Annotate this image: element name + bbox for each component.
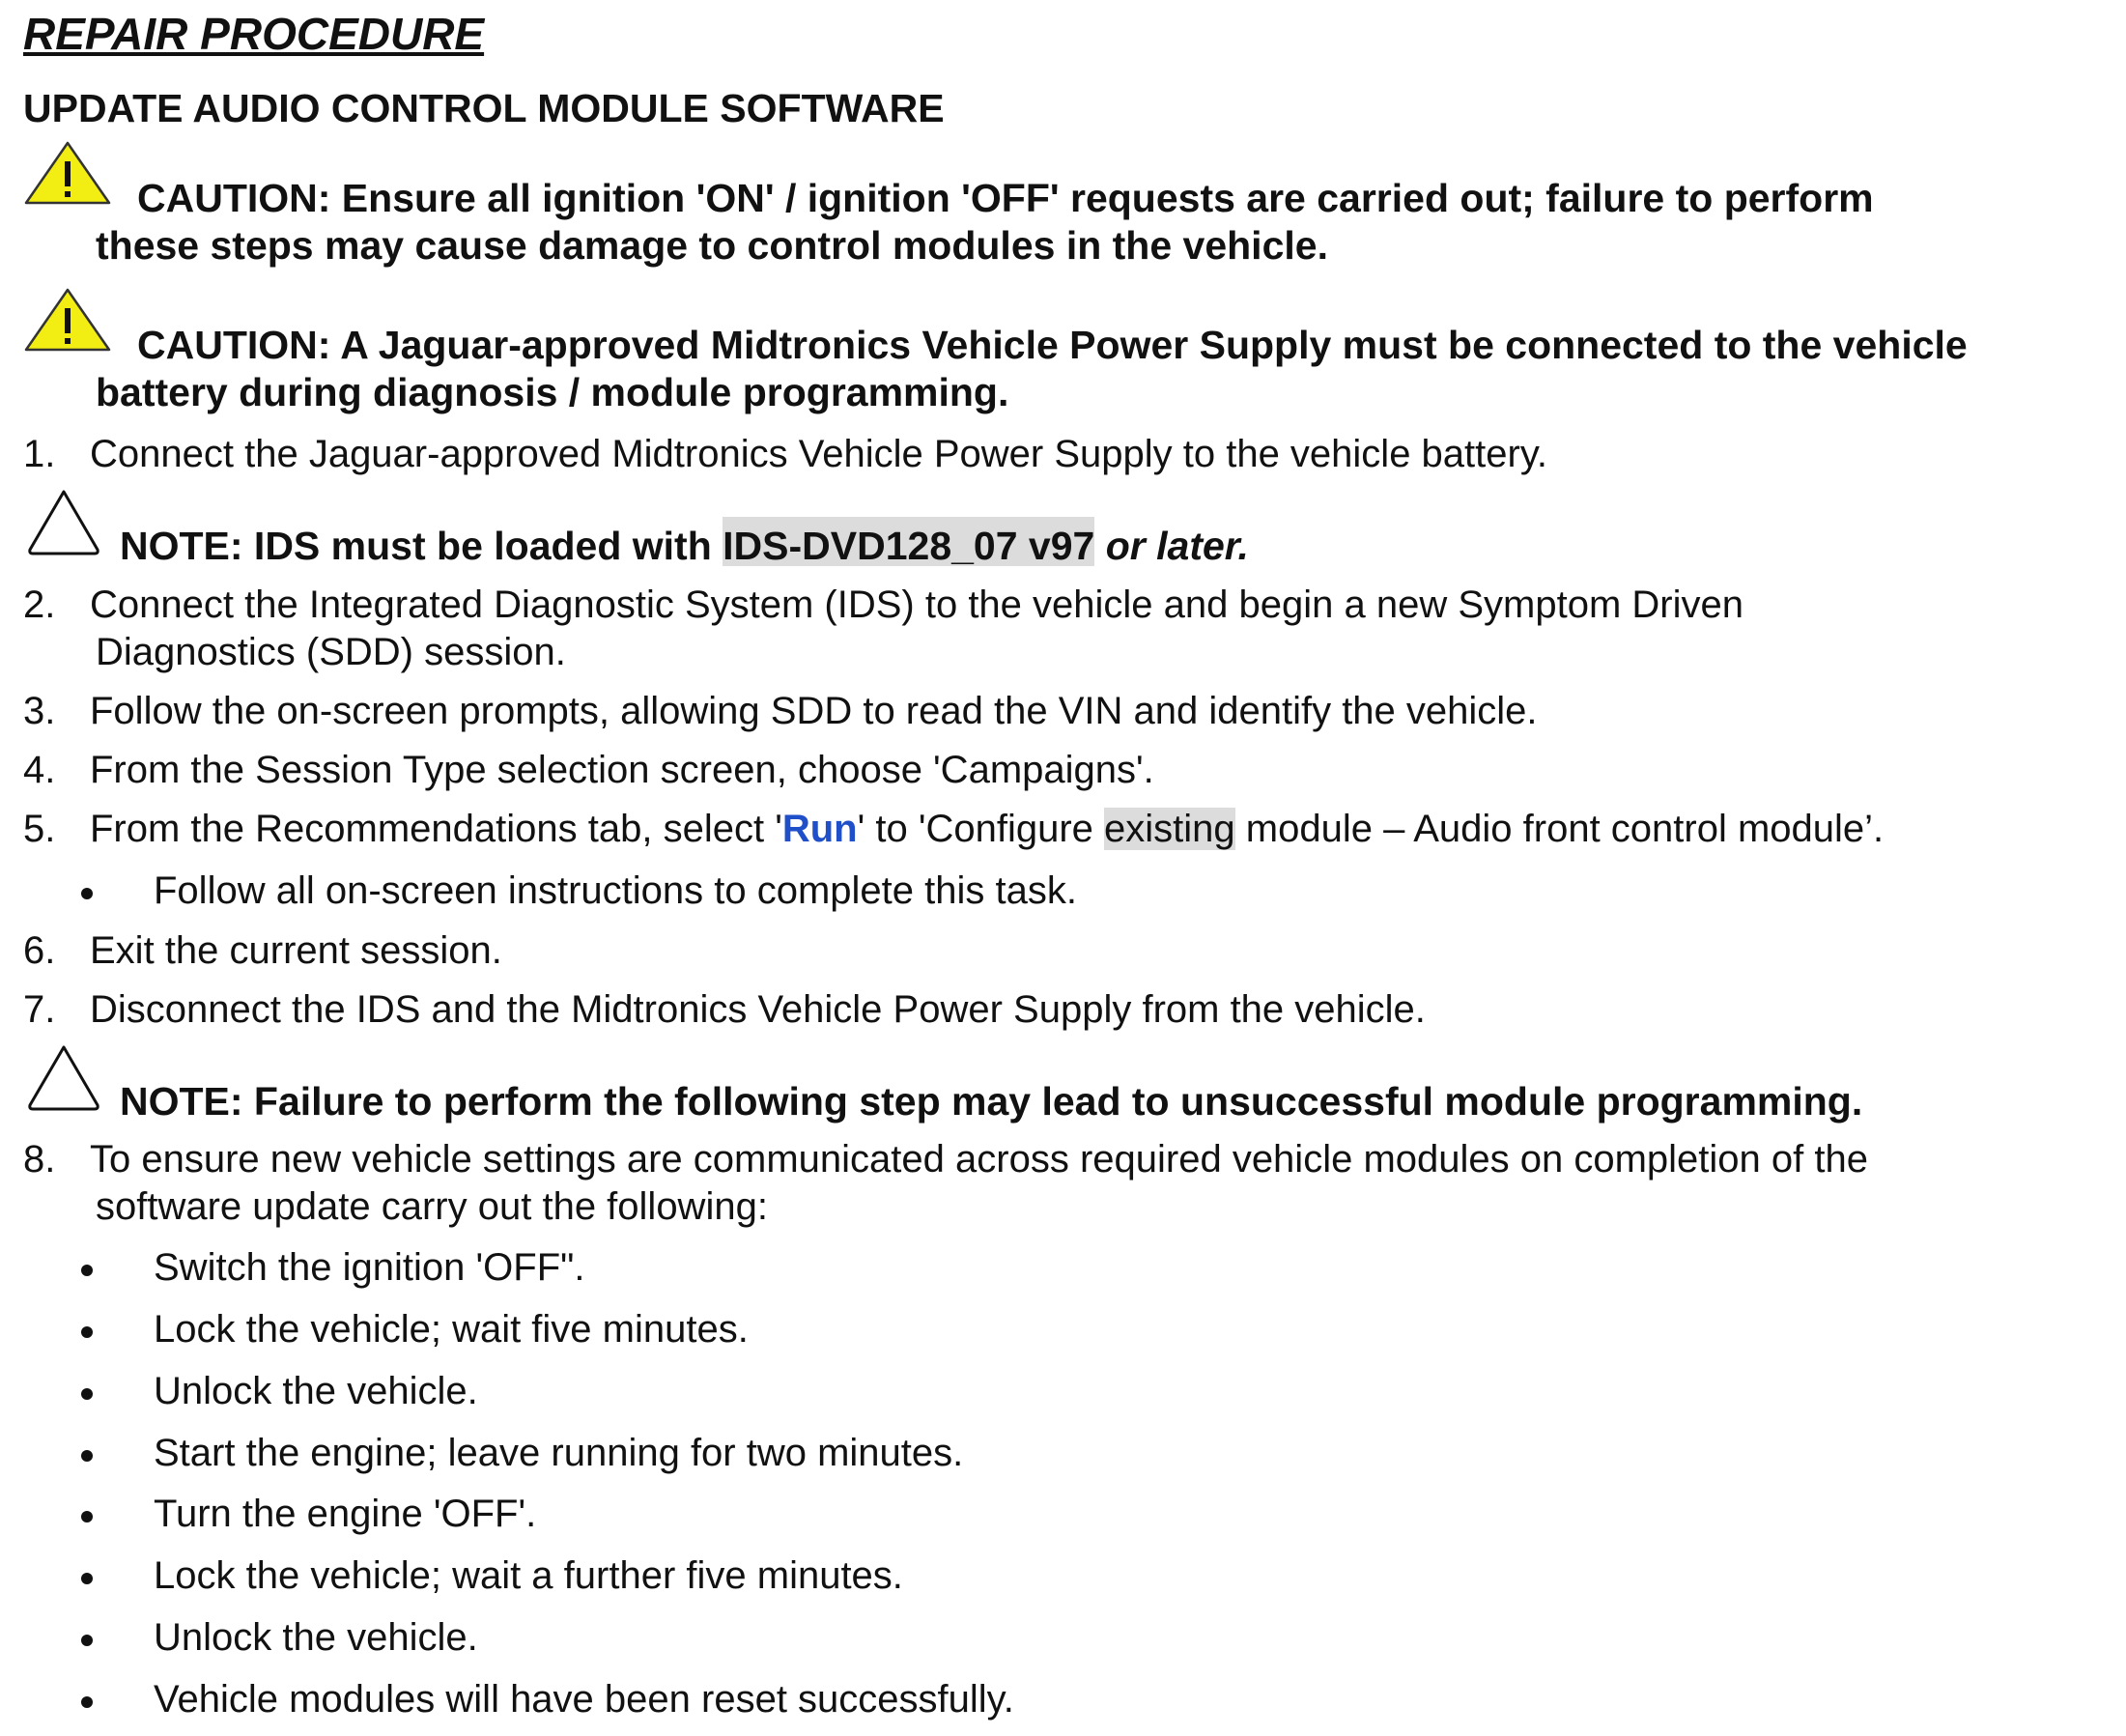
bullet-text: Follow all on-screen instructions to complete this task.: [154, 869, 1077, 912]
bullet-text: Turn the engine 'OFF'.: [154, 1493, 537, 1535]
bullet-dot: [81, 1696, 93, 1708]
caution-line: CAUTION: A Jaguar-approved Midtronics Vehicle Power Supply must be connected to the vehicle: [137, 323, 1968, 367]
bullet-dot: [81, 1635, 93, 1646]
step-text-part: ' to 'Configure: [857, 808, 1105, 850]
bullet-text: Switch the ignition 'OFF".: [154, 1246, 585, 1289]
bullet-dot: [81, 1388, 93, 1400]
step-number: 3.: [23, 690, 56, 732]
step-text: Connect the Jaguar-approved Midtronics Vehicle Power Supply to the vehicle battery.: [90, 433, 1547, 475]
note-suffix: or later.: [1094, 524, 1249, 568]
step-text: Disconnect the IDS and the Midtronics Vehicle Power Supply from the vehicle.: [90, 988, 1426, 1031]
highlighted-version: IDS-DVD128_07 v97: [723, 517, 1094, 566]
bullet-text: Unlock the vehicle.: [154, 1616, 478, 1659]
run-link[interactable]: Run: [781, 808, 858, 850]
bullet-text: Vehicle modules will have been reset successfully.: [154, 1678, 1014, 1721]
note-triangle-icon: [27, 1043, 100, 1113]
bullet-dot: [81, 1450, 93, 1462]
bullet-dot: [81, 888, 93, 899]
section-title: REPAIR PROCEDURE: [23, 9, 485, 59]
step-number: 2.: [23, 583, 56, 626]
bullet-text: Lock the vehicle; wait a further five minutes.: [154, 1554, 903, 1597]
step-number: 4.: [23, 749, 56, 791]
step-number: 1.: [23, 433, 56, 475]
bullet-dot: [81, 1511, 93, 1523]
bullet-dot: [81, 1326, 93, 1338]
step-number: 7.: [23, 988, 56, 1031]
caution-line: battery during diagnosis / module programming.: [96, 370, 1009, 414]
step-text-part: From the Recommendations tab, select ': [90, 808, 782, 850]
step-text-continued: software update carry out the following:: [96, 1185, 768, 1228]
step-number: 5.: [23, 808, 56, 850]
caution-line: CAUTION: Ensure all ignition 'ON' / ignition 'OFF' requests are carried out; failure to perform: [137, 176, 1874, 220]
bullet-dot: [81, 1265, 93, 1276]
step-text: To ensure new vehicle settings are communicated across required vehicle modules on completion of the: [90, 1138, 1868, 1181]
step-number: 6.: [23, 929, 56, 972]
step-text-part: module – Audio front control module’.: [1234, 808, 1885, 850]
note-text: [120, 524, 1249, 569]
bullet-text: Lock the vehicle; wait five minutes.: [154, 1308, 749, 1351]
bullet-text: Unlock the vehicle.: [154, 1370, 478, 1412]
note-text: NOTE: Failure to perform the following step may lead to unsuccessful module programming.: [120, 1079, 1863, 1124]
step-number: 8.: [23, 1138, 56, 1181]
warning-triangle-icon: [23, 140, 112, 206]
step-text: Follow the on-screen prompts, allowing SDD to read the VIN and identify the vehicle.: [90, 690, 1538, 732]
bullet-text: Start the engine; leave running for two minutes.: [154, 1432, 964, 1474]
section-subtitle: UPDATE AUDIO CONTROL MODULE SOFTWARE: [23, 86, 945, 130]
note-prefix: NOTE: IDS must be loaded with: [120, 524, 723, 568]
note-triangle-icon: [27, 488, 100, 557]
caution-line: these steps may cause damage to control modules in the vehicle.: [96, 223, 1328, 268]
step-text: Connect the Integrated Diagnostic System (IDS) to the vehicle and begin a new Symptom Driven: [90, 583, 1743, 626]
highlighted-word: existing: [1104, 808, 1235, 850]
step-text-continued: Diagnostics (SDD) session.: [96, 631, 566, 673]
bullet-dot: [81, 1573, 93, 1584]
step-text: Exit the current session.: [90, 929, 502, 972]
step-text: [90, 806, 1884, 853]
step-text: From the Session Type selection screen, choose 'Campaigns'.: [90, 749, 1154, 791]
warning-triangle-icon: [23, 287, 112, 353]
